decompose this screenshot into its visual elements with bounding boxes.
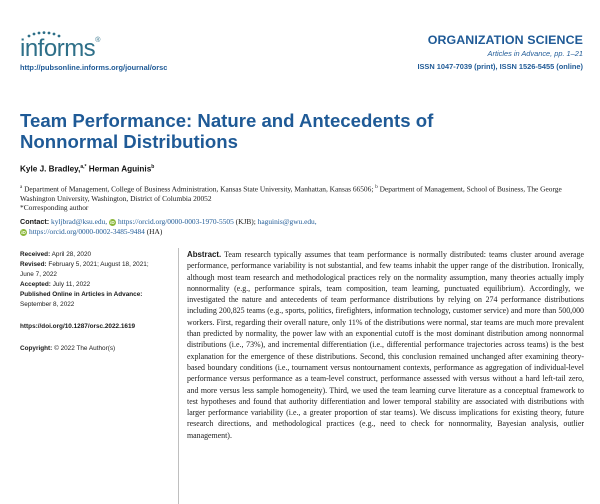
received-date: April 28, 2020 [51,251,92,258]
column-divider [178,248,179,504]
email-link[interactable]: haguinis@gwu.edu, [257,217,317,226]
published-date: September 8, 2022 [20,301,75,308]
paper-title: Team Performance: Nature and Antecedents of Nonnormal Distributions [20,110,434,152]
issn-line: ISSN 1047-7039 (print), ISSN 1526-5455 (online) [417,62,583,71]
article-history: Received: April 28, 2020 Revised: February 5, 2021; August 18, 2021; June 7, 2022 Accepted: July 11, 2022 Published Online in Articles in Advance: September 8, 2022 https://doi.org/10.1287/orsc.2022.1619 Copyright: © 2022 The Author(s) [20,250,170,354]
orcid-author: (HA) [146,227,163,237]
author-list [20,164,154,174]
published-label: Published Online in Articles in Advance: [20,291,143,298]
author-name: Kyle J. Bradley, [20,164,81,174]
abstract-text: Team research typically assumes that team performance is normally distributed: teams cluster around average performance, performance variability is not substantial, and few teams inhabit the upper range of the distribution. Ironically, although most team research and methodological practices rely on the normality assumption, many theories actually imply nonnormality (e.g., performance spirals, team composition, team learning, punctuated equilibrium). Accordingly, we investigated the nature and antecedents of team performance distributions by relying on 274 performance distributions including 200,825 teams (e.g., sports, politics, firefighters, information technology, customer service) and more than 500,000 workers. First, regarding their overall nature, only 11% of the distributions were normal, star teams are much more prevalent than predicted by normality, the power law with an exponential cutoff is the most dominant distribution among nonnormal distributions (i.e., 73%), and incremental differentiation (i.e., differential performance trajectories across teams) is the best explanation for the emergence of these distributions. Second, this conclusion remained unchanged after examining theory-based boundary conditions (i.e., tournament versus nontournament contexts, performance as aggregation of individual-level performance versus performance as a team-level construct, performance assessed with versus without a hard left-tail zero, and more versus less sample homogeneity). Third, we used the team learning curve literature as a conceptual framework to test hypotheses and found that authority differentiation and lower temporal stability are associated with distributions with larger performance variability (i.e., a greater proportion of star teams). We discuss implications for existing theory, future research directions, and methodological practices (e.g., need to check for nonnormality, Bayesian analysis, outlier management). [187,250,584,440]
articles-in-advance: Articles in Advance, pp. 1–21 [487,49,583,58]
author-name: Herman Aguinis [88,164,152,174]
orcid-icon: iD [110,220,115,225]
email-link[interactable]: kyljbrad@ksu.edu, [51,217,108,226]
affiliation-b: Department of Management, School of Business, The George Washington University, Washington, District of Columbia 20052 [20,184,562,203]
orcid-link[interactable]: https://orcid.org/0000-0003-1970-5505 [117,217,234,226]
contact-label: Contact: [20,217,50,226]
corresponding-note: *Corresponding author [20,203,89,213]
revised-dates-cont: June 7, 2022 [20,271,57,278]
orcid-icon: iD [21,230,26,236]
revised-dates: February 5, 2021; August 18, 2021; [48,261,149,268]
affiliation-a: Department of Management, College of Business Administration, Kansas State University, Manhattan, Kansas 66506; [24,184,374,194]
trademark-icon: ® [95,37,100,44]
author-sup: b [151,164,155,170]
journal-info [417,33,583,71]
abstract-label: Abstract. [187,250,222,259]
orcid-link[interactable]: https://orcid.org/0000-0002-3485-9484 [29,227,145,237]
accepted-date: July 11, 2022 [52,281,91,288]
author-sup: a,* [80,164,87,170]
contact-block [20,217,590,238]
journal-url-link[interactable]: http://pubsonline.informs.org/journal/orsc [20,63,168,72]
informs-logo [20,37,100,61]
logo-text: informs [20,35,96,62]
doi-link[interactable]: https://doi.org/10.1287/orsc.2022.1619 [20,323,136,330]
orcid-author: (KJB); [235,217,256,226]
affiliations: $^a$ Department of Management, College of Business Administration, Kansas State University, Manhattan, Kansas 66506; $^b$ Department of Management, School of Business, The George Washington University, Washington, District of Columbia 20052 *Corresponding author [20,184,562,213]
copyright-text: © 2022 The Author(s) [54,345,116,352]
abstract [187,249,584,441]
journal-name: ORGANIZATION SCIENCE [427,33,583,47]
